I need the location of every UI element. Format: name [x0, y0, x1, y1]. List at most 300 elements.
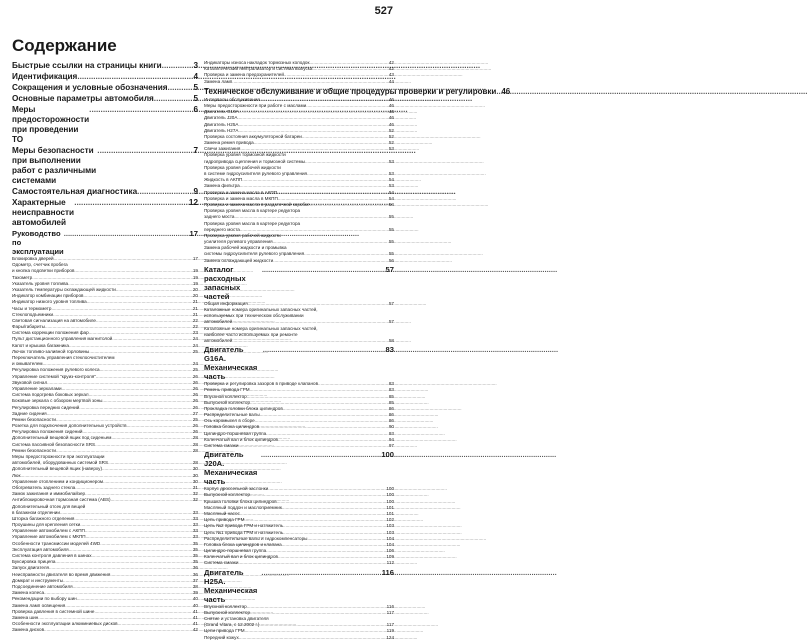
toc-entry-title: Проверка уровня тормозной жидкости	[204, 152, 286, 158]
toc-entry-title: Двигатель J20A. Механическая часть	[204, 450, 258, 487]
toc-page-number: 54	[388, 201, 394, 207]
toc-section-heading	[12, 146, 198, 186]
toc-entry-title: Самостоятельная диагностика	[12, 187, 138, 196]
toc-entry-title: Боковые зеркала с обзором мертвой зоны	[12, 398, 103, 404]
toc-entry-title: Цепь привода ГРМ	[204, 517, 245, 523]
toc-entry-title: Впускной коллектор	[204, 603, 247, 609]
toc-page-number: 4	[193, 72, 198, 81]
toc-section-heading	[12, 82, 198, 93]
toc-entry	[12, 627, 198, 633]
toc-entry-title: Проверка и замена масла в раздаточной коробке	[204, 201, 310, 207]
toc-page-number: 57	[388, 300, 394, 306]
toc-page-number: 109	[386, 554, 394, 560]
toc-entry-title: Дополнительный вещевой ящик под сиденьем	[12, 435, 112, 441]
toc-entry-title: автомобилей	[204, 337, 233, 343]
toc-page-number: 55	[388, 214, 394, 220]
toc-page-number: 35	[192, 546, 198, 552]
toc-entry-title: Интервалы обслуживания	[204, 96, 260, 102]
page-number: 527	[374, 5, 393, 17]
toc-entry-title: Индикатор комбинации приборов	[12, 293, 84, 299]
toc-entry-title: Головка блока цилиндров и клапана	[204, 541, 282, 547]
toc-entry-title: Каталожные номера оригинальных запасных частей,	[204, 307, 318, 312]
toc-page-number: 103	[386, 529, 394, 535]
toc-entry-title: Запуск двигателя	[12, 565, 49, 571]
toc-page-number: 53	[388, 171, 394, 176]
toc-page-number: 28	[192, 447, 198, 453]
toc-entry-title: Замок зажигания и иммобилайзер	[12, 491, 86, 497]
toc-leader-dots	[262, 265, 385, 274]
toc-page-number: 53	[388, 183, 394, 189]
toc-entry-title: Замена фильтра	[204, 183, 240, 189]
toc-page-number: 35	[192, 559, 198, 565]
toc-page-number: 124	[386, 634, 394, 640]
toc-page-number: 37	[192, 577, 198, 583]
toc-entry-title: Проверка уровня масла в картере редуктора	[204, 220, 301, 226]
toc-entry-title: переднего моста	[204, 226, 240, 232]
toc-entry-title: Проверка уровня рабочей жидкости	[204, 232, 281, 238]
toc-entry-title: Проверка и регулировка зазоров в приводе клапанов	[204, 381, 319, 387]
toc-entry-title: Каталожные номера оригинальных запасных частей,	[204, 325, 318, 331]
toc-page-number: 101	[386, 510, 394, 516]
toc-page-number: 46	[388, 121, 394, 127]
toc-page-number: 100	[386, 486, 394, 492]
toc-entry-title: Управление зеркалами	[12, 385, 62, 391]
toc-leader-dots	[111, 497, 192, 503]
toc-page-number: 17	[189, 229, 198, 238]
toc-entry-title: Неисправности двигателя во время движения	[12, 571, 111, 577]
toc-page-number: 116	[386, 603, 394, 609]
toc-page-number: 20	[192, 293, 198, 299]
toc-page-number: 41	[192, 614, 198, 620]
toc-entry-title: Коленчатый вал и блок цилиндров	[204, 554, 278, 560]
toc-page-number: 93	[388, 430, 394, 436]
toc-entry-title: Система подогрева боковых зеркал	[12, 392, 89, 398]
toc-entry-title: Переключатель управления стеклоочистителем	[12, 355, 115, 360]
toc-page-number: 22	[192, 317, 198, 323]
toc-page-number: 97	[388, 443, 394, 448]
toc-page-number: 41	[192, 608, 198, 614]
toc-entry-title: Особенности эксплуатации алюминиевых дисков	[12, 621, 118, 627]
toc-leader-dots	[168, 82, 193, 93]
toc-entry-title: Двигатель H27A	[204, 127, 239, 133]
toc-page-number: 9	[193, 187, 198, 196]
toc-page-number: 46	[388, 102, 394, 108]
toc-entry-title: Управление автомобилем с МКПП	[12, 534, 86, 540]
toc-entry-title: Блокировка дверей	[12, 256, 54, 261]
toc-page-number: 24	[192, 336, 198, 342]
toc-page-number: 100	[386, 498, 394, 504]
toc-leader-dots	[162, 60, 193, 71]
toc-entry-title: Системa смазки	[204, 560, 239, 566]
toc-entry-title: Быстрые ссылки на страницы книги	[12, 61, 162, 70]
toc-page-number: 55	[388, 239, 394, 245]
toc-entry-title: Часы и термометр	[12, 305, 52, 311]
toc-entry-title: Сокращения и условные обозначения	[12, 83, 168, 92]
toc-entry-title: Звуковой сигнал	[12, 379, 48, 385]
toc-leader-dots	[97, 146, 192, 156]
toc-page-number: 33	[192, 509, 198, 515]
toc-entry	[204, 560, 394, 566]
toc-page-number: 26	[192, 385, 198, 391]
toc-entry-title: Регулировка положения сидений	[12, 429, 83, 435]
toc-page-number: 30	[192, 478, 198, 484]
toc-page-number: 30	[192, 466, 198, 472]
toc-page-number: 44	[388, 78, 394, 84]
toc-entry-title: Выпускной коллектор	[204, 609, 250, 615]
toc-entry-title: Регулировка передних сидений	[12, 404, 80, 410]
toc-entry	[204, 258, 394, 264]
toc-entry-title: Замена охлаждающей жидкости	[204, 257, 274, 263]
toc-page-number: 52	[388, 133, 394, 139]
toc-entry-title: Эксплуатация автомобиля	[12, 546, 69, 552]
toc-entry-title: Общая информация	[204, 300, 248, 306]
toc-page-number: 83	[385, 345, 394, 355]
toc-page-number: 40	[192, 596, 198, 602]
toc-page-number: 20	[192, 286, 198, 292]
toc-entry-title: Двигатель H25A. Механическая часть	[204, 567, 258, 604]
toc-entry-title: Проверка и замена предохранителей	[204, 72, 284, 78]
toc-entry-title: Замена шин	[12, 614, 39, 620]
toc-leader-dots	[310, 202, 388, 208]
toc-page-number: 90	[388, 424, 394, 430]
toc-page-number: 31	[192, 484, 198, 490]
toc-entry-title: Люк	[12, 472, 21, 478]
toc-page-number: 26	[192, 373, 198, 379]
toc-entry-title: Впускной коллектор	[204, 393, 247, 399]
toc-page-number: 42	[192, 627, 198, 633]
toc-page-number: 117	[386, 609, 394, 615]
toc-page-number: 32	[192, 497, 198, 503]
toc-page-number: 26	[192, 379, 198, 385]
toc-page-number: 86	[388, 418, 394, 424]
toc-entry-title: Свечи зажигания	[204, 146, 241, 152]
toc-entry-title: Шторка багажного отделения	[12, 515, 75, 521]
toc-entry-title: Двигатель G16A. Механическая часть	[204, 345, 258, 382]
toc-page-number: 38	[192, 583, 198, 589]
toc-entry-title: Двигатель H25A	[204, 121, 239, 127]
toc-page-number: 19	[192, 268, 198, 274]
toc-entry-title: Выпускной коллектор	[204, 492, 250, 498]
toc-entry-title: Световая сигнализация на автомобиле	[12, 317, 96, 323]
toc-entry-title: Идентификация	[12, 72, 78, 81]
toc-page-number: 104	[386, 535, 394, 541]
toc-entry-title: Цепь №2 привода ГРМ и натяжитель	[204, 523, 284, 529]
toc-page-number: 19	[192, 274, 198, 280]
toc-entry-title: Особенности трансмиссии моделей 4WD	[12, 540, 101, 546]
toc-page-number: 46	[388, 109, 394, 115]
toc-page-number: 42	[388, 66, 394, 72]
toc-entry-title: системы гидроусилителя рулевого управления	[204, 251, 305, 257]
toc-left-column	[12, 60, 198, 633]
toc-entry-title: Каталог расходных запасных частей	[204, 264, 246, 301]
toc-entry-title: Двигатель G16A	[204, 109, 239, 115]
toc-entry-title: Система контроля давления в шинах	[12, 553, 92, 558]
toc-entry-title: Коленчатый вал и блок цилиндров	[204, 436, 278, 442]
toc-page-number: 33	[192, 534, 198, 540]
toc-page-number: 21	[192, 311, 198, 317]
toc-section-heading	[12, 198, 198, 228]
toc-page-number: 26	[192, 423, 198, 429]
page-title: Содержание	[12, 36, 117, 55]
toc-entry-title: Жидкость в АКПП	[204, 177, 243, 183]
toc-leader-dots	[238, 560, 385, 566]
toc-page-number: 54	[388, 189, 394, 195]
toc-page-number: 52	[388, 140, 394, 146]
toc-entry-title: Индикатор низкого уровня топлива	[12, 299, 87, 305]
toc-entry-title: Ось коромысел в сборе	[204, 418, 255, 424]
toc-page-number: 32	[192, 491, 198, 497]
toc-page-number: 94	[388, 436, 394, 442]
toc-leader-dots	[89, 105, 192, 115]
toc-leader-dots	[77, 71, 192, 82]
toc-entry-title: Замена ремня привода	[204, 140, 254, 146]
toc-entry-title: усилителя рулевого управления	[204, 239, 273, 245]
toc-entry-title: в багажном отделении	[12, 509, 60, 515]
toc-entry-title: Стеклоподъемники	[12, 311, 54, 317]
toc-section-heading	[12, 186, 198, 197]
toc-page-number: 54	[388, 195, 394, 201]
toc-page-number: 43	[388, 72, 394, 78]
toc-leader-dots	[261, 450, 380, 459]
toc-entry-title: Управление отоплением и кондиционером	[12, 478, 104, 484]
toc-page-number: 57	[385, 264, 394, 274]
toc-page-number: 35	[192, 540, 198, 546]
toc-page-number: 53	[388, 158, 394, 164]
toc-entry-title: Выпускной коллектор	[204, 399, 250, 405]
toc-page-number: 6	[193, 105, 198, 114]
toc-page-number: 56	[388, 257, 394, 263]
toc-page-number: 57	[388, 319, 394, 325]
toc-page-number: 24	[192, 361, 198, 367]
toc-entry-title: Фары/габариты	[12, 324, 45, 330]
toc-page-number: 46	[388, 96, 394, 102]
toc-leader-dots	[263, 345, 385, 354]
toc-page-number: 28	[192, 441, 198, 447]
toc-entry-title: заднего моста	[204, 214, 235, 220]
toc-entry-title: используемых при техническом обслуживании	[204, 313, 304, 319]
toc-entry-title: Указатель температуры охлаждающей жидкости	[12, 286, 116, 292]
toc-page-number: 85	[388, 393, 394, 399]
toc-page-number: 55	[388, 251, 394, 257]
toc-leader-dots	[74, 198, 188, 208]
toc-entry-title: Лючок топливо-заливной горловины	[12, 348, 90, 354]
toc-page-number: 12	[188, 198, 198, 207]
toc-entry-title: Дополнительный вещевой ящик (наверху)	[12, 466, 102, 472]
toc-entry-title: Система пассивной безопасности SRS	[12, 441, 96, 447]
toc-entry-title: Капот и крышка багажника	[12, 342, 69, 348]
toc-page-number: 55	[388, 226, 394, 232]
toc-entry-title: автомобилей, оборудованных системой SRS	[12, 460, 109, 466]
toc-page-number: 117	[386, 622, 394, 628]
toc-page-number: 100	[386, 492, 394, 498]
toc-page-number: 40	[192, 602, 198, 608]
toc-section-heading	[12, 229, 198, 256]
toc-page-number: 23	[192, 330, 198, 336]
toc-entry-title: Снятие и установка двигателя	[204, 616, 269, 621]
toc-page-number: 83	[388, 387, 394, 393]
toc-entry-title: Цилиндро-поршневая группа	[204, 430, 267, 436]
toc-entry-title: Управление автомобилем с АКПП	[12, 528, 85, 534]
toc-page-number: 54	[388, 177, 394, 183]
toc-section-heading	[12, 105, 198, 145]
toc-entry-title: Передний кожух	[204, 634, 239, 640]
toc-page-number: 26	[192, 398, 198, 404]
toc-section-heading	[204, 86, 511, 97]
toc-entry-title: Меры предосторожности при проведении ТО	[12, 105, 90, 144]
toc-page-number: 24	[192, 342, 198, 348]
toc-entry-title: и омывателем	[12, 361, 43, 367]
toc-entry-title: Проверка и замена масла в АКПП	[204, 189, 278, 195]
toc-page-number: 33	[192, 515, 198, 521]
toc-entry-title: Ремни безопасности	[12, 447, 56, 453]
toc-page-number: 83	[388, 381, 394, 387]
toc-entry-title: Меры безопасности при выполнении работ с различными системами	[12, 146, 97, 185]
toc-entry-title: Проверка уровня масла в картере редуктора	[204, 208, 301, 214]
toc-entry-title: Распределительные валы	[204, 412, 260, 418]
toc-section-heading	[204, 450, 394, 486]
toc-page-number: 58	[388, 337, 394, 343]
toc-entry-title: Цепи привода ГРМ	[204, 628, 245, 634]
toc-leader-dots	[273, 258, 388, 264]
toc-page-number: 25	[192, 348, 198, 354]
toc-page-number: 106	[386, 548, 394, 554]
toc-section-heading	[204, 568, 394, 604]
toc-page-number: 101	[386, 504, 394, 510]
toc-page-number: 36	[192, 565, 198, 571]
toc-page-number: 27	[192, 410, 198, 416]
toc-entry-title: Указатель уровня топлива	[12, 280, 69, 286]
toc-entry-title: Проушины для крепления сетки	[12, 522, 81, 528]
toc-entry-title: и кнопка подсветки приборов	[12, 268, 75, 274]
toc-page-number: 119	[386, 628, 394, 634]
toc-section-heading	[12, 60, 198, 71]
toc-entry-title: Розетка для подключения дополнительных устройств	[12, 423, 127, 429]
toc-page-number: 86	[388, 412, 394, 418]
toc-entry-title: Обогреватель заднего стекла	[12, 484, 76, 490]
toc-entry-title: Меры предосторожности при работе с маслами	[204, 102, 307, 108]
toc-entry-title: Задние сидения	[12, 410, 47, 416]
toc-entry-title: Крышка головки блока цилиндров	[204, 498, 277, 504]
toc-page-number: 21	[192, 305, 198, 311]
toc-entry-title: Проверка и замена масла в МКПП	[204, 195, 278, 201]
toc-leader-dots	[238, 443, 387, 449]
toc-leader-dots	[261, 568, 380, 577]
toc-page-number: 17	[192, 256, 198, 261]
toc-page-number: 86	[388, 405, 394, 411]
toc-leader-dots	[232, 338, 388, 344]
toc-entry-title: Замена рабочей жидкости и промывка	[204, 245, 287, 251]
toc-page-number: 26	[192, 404, 198, 410]
toc-entry-title: Пульт дистанционного управления магнитолой	[12, 336, 113, 342]
toc-page-number: 22	[192, 324, 198, 330]
toc-section-heading	[12, 93, 198, 104]
toc-entry-title: Тахометр	[12, 274, 33, 280]
toc-page-number: 46	[388, 115, 394, 121]
toc-page-number: 35	[192, 553, 198, 558]
toc-page-number: 39	[192, 590, 198, 596]
toc-entry	[204, 443, 394, 449]
toc-entry-title: Одометр, счетчик пробега	[12, 262, 68, 268]
toc-page-number: 33	[192, 528, 198, 534]
toc-entry-title: Цилиндро-поршневая группа	[204, 548, 267, 554]
toc-entry-title: в системе гидроусилителя рулевого управления	[204, 171, 308, 176]
toc-entry-title: Головка блока цилиндров	[204, 424, 260, 430]
toc-entry	[204, 635, 394, 641]
toc-entry-title: Замена дисков	[12, 627, 45, 633]
toc-leader-dots	[273, 239, 388, 245]
toc-leader-dots	[64, 229, 189, 238]
toc-page-number: 33	[192, 522, 198, 528]
toc-page-number: 112	[386, 560, 394, 566]
toc-page-number: 21	[192, 299, 198, 305]
toc-section-heading	[204, 345, 394, 381]
toc-entry-title: Управление системой "круиз-контроля"	[12, 373, 96, 379]
toc-page-number: 53	[388, 146, 394, 152]
toc-leader-dots	[137, 186, 192, 197]
toc-page-number: 46	[501, 86, 511, 96]
toc-page-number: 26	[192, 429, 198, 435]
toc-entry-title: наиболее часто используемых при ремонте	[204, 331, 298, 337]
toc-page-number: 100	[381, 450, 394, 460]
toc-entry-title: Система коррекции положения фар	[12, 330, 89, 336]
toc-entry-title: Буксировка прицепа	[12, 559, 56, 565]
toc-leader-dots	[250, 610, 386, 616]
toc-entry-title: Проверка давления в системной шине	[12, 608, 95, 614]
toc-entry	[204, 338, 394, 344]
toc-entry-title: Характерные неисправности автомобилей	[12, 198, 75, 227]
toc-entry-title: Замена ламп освещения	[12, 602, 66, 608]
toc-entry-title: Антиблокировочная тормозная система (ABS)	[12, 497, 111, 503]
toc-page-number: 26	[192, 392, 198, 398]
toc-leader-dots	[232, 79, 388, 85]
toc-entry-title: Рекомендации по выбору шин	[12, 596, 77, 602]
toc-entry-title: Руководство по эксплуатации	[12, 229, 64, 256]
toc-page-number: 30	[192, 472, 198, 478]
toc-entry-title: автомобилей	[204, 319, 233, 325]
toc-page-number: 41	[192, 621, 198, 627]
toc-entry-title: Цепь №1 привода ГРМ и натяжитель	[204, 529, 284, 535]
toc-entry-title: Подсоединение автомобиля	[12, 583, 73, 589]
toc-entry-title: Каталитический нейтрализатор и система выпуска	[204, 66, 313, 72]
toc-entry-title: Распределительные валы и гидрокомпенсаторы	[204, 535, 308, 541]
toc-entry-title: Двигатель J20A	[204, 115, 238, 121]
toc-entry-title: Замена ламп	[204, 78, 233, 84]
toc-right-column	[204, 60, 511, 641]
toc-entry-title: Регулировка положения рулевого колеса	[12, 367, 100, 373]
toc-leader-dots	[239, 635, 386, 641]
toc-page-number: 42	[388, 60, 394, 65]
toc-page-number: 25	[192, 416, 198, 422]
toc-page-number: 52	[388, 127, 394, 133]
toc-entry-title: Домкрат и инструменты	[12, 577, 64, 583]
toc-entry-title: Проверка состояния аккумуляторной батареи	[204, 133, 302, 139]
toc-page-number: 7	[193, 146, 198, 155]
toc-entry-title: Дополнительный отсек для вещей	[12, 503, 86, 509]
toc-page-number: 3	[193, 61, 198, 70]
toc-entry-title: Замена колеса	[12, 590, 45, 596]
toc-page-number: 102	[386, 517, 394, 523]
toc-page-number: 19	[192, 280, 198, 286]
toc-entry-title: Масляный поддон и маслоприемник	[204, 504, 282, 510]
toc-page-number: 5	[193, 94, 198, 103]
toc-entry-title: Основные параметры автомобиля	[12, 94, 154, 103]
toc-entry-title: Меры предосторожности при эксплуатации	[12, 454, 105, 459]
toc-page-number: 104	[386, 541, 394, 547]
toc-page-number: 85	[388, 399, 394, 405]
toc-section-heading	[204, 265, 394, 301]
toc-leader-dots	[44, 627, 192, 633]
toc-page-number: 36	[192, 571, 198, 577]
